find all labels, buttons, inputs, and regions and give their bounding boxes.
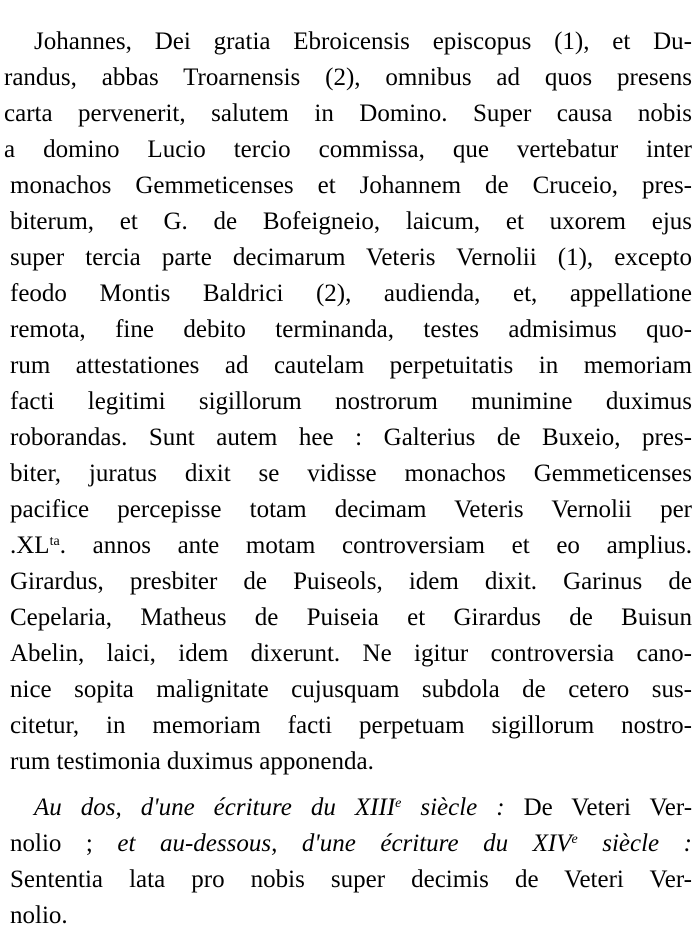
xl-superscript: ta [49, 534, 60, 549]
text-line: Johannes, Dei gratia Ebroicensis episcopus (1), et Du- [34, 28, 692, 55]
text-line: roborandas. Sunt autem hee : Galterius de Buxeio, pres- [10, 424, 692, 451]
endorsement-line-4: nolio. [10, 902, 68, 929]
text-line: carta pervenerit, salutem in Domino. Super causa nobis [4, 100, 692, 127]
text-line: rum testimonia duximus apponenda. [10, 748, 374, 775]
text-line: Abelin, laici, idem dixerunt. Ne igitur controversia cano- [10, 640, 692, 667]
endorsement-italic: Au dos, d'une écriture du XIII [34, 794, 396, 821]
text-line: pacifice percepisse totam decimam Veteris Vernolii per [10, 496, 692, 523]
text-line: monachos Gemmeticenses et Johannem de Cruceio, pres- [10, 172, 692, 199]
endorsement-line-3: Sententia lata pro nobis super decimis de Veteri Ver- [10, 866, 692, 893]
endorsement-line-2 [10, 826, 692, 862]
endorsement-roman: nolio ; [10, 830, 118, 857]
text-line: rum attestationes ad cautelam perpetuitatis in memoriam [10, 352, 692, 379]
xl-prefix: .XL [10, 532, 50, 559]
text-line: biter, juratus dixit se vidisse monachos Gemmeticenses [10, 460, 692, 487]
text-line: super tercia parte decimarum Veteris Vernolii (1), excepto [10, 244, 692, 271]
text-line: nice sopita malignitate cujusquam subdola de cetero sus- [10, 676, 692, 703]
text-line-xl [10, 528, 692, 564]
text-line: randus, abbas Troarnensis (2), omnibus ad quos presens [4, 64, 692, 91]
endorsement-italic: et au-dessous, d'une écriture du XIV [117, 830, 572, 857]
text-line: a domino Lucio tercio commissa, que vertebatur inter [4, 136, 692, 163]
endorsement-line-1 [34, 790, 692, 826]
xl-rest: . annos ante motam controversiam et eo amplius. [59, 532, 692, 559]
text-line: citetur, in memoriam facti perpetuam sigillorum nostro- [10, 712, 692, 739]
endorsement-roman: De Veteri Ver- [523, 794, 693, 821]
endorsement-italic-tail: siècle : [401, 794, 524, 821]
text-line: feodo Montis Baldrici (2), audienda, et, appellatione [10, 280, 692, 307]
text-line: facti legitimi sigillorum nostrorum munimine duximus [10, 388, 692, 415]
endorsement-superscript: e [571, 832, 578, 847]
endorsement-italic-tail: siècle : [577, 830, 692, 857]
text-line: remota, fine debito terminanda, testes admisimus quo- [10, 316, 692, 343]
text-line: biterum, et G. de Bofeigneio, laicum, et uxorem ejus [10, 208, 692, 235]
text-line: Cepelaria, Matheus de Puiseia et Girardus de Buisun [10, 604, 692, 631]
text-line: Girardus, presbiter de Puiseols, idem dixit. Garinus de [10, 568, 692, 595]
endorsement-superscript: e [395, 796, 402, 811]
